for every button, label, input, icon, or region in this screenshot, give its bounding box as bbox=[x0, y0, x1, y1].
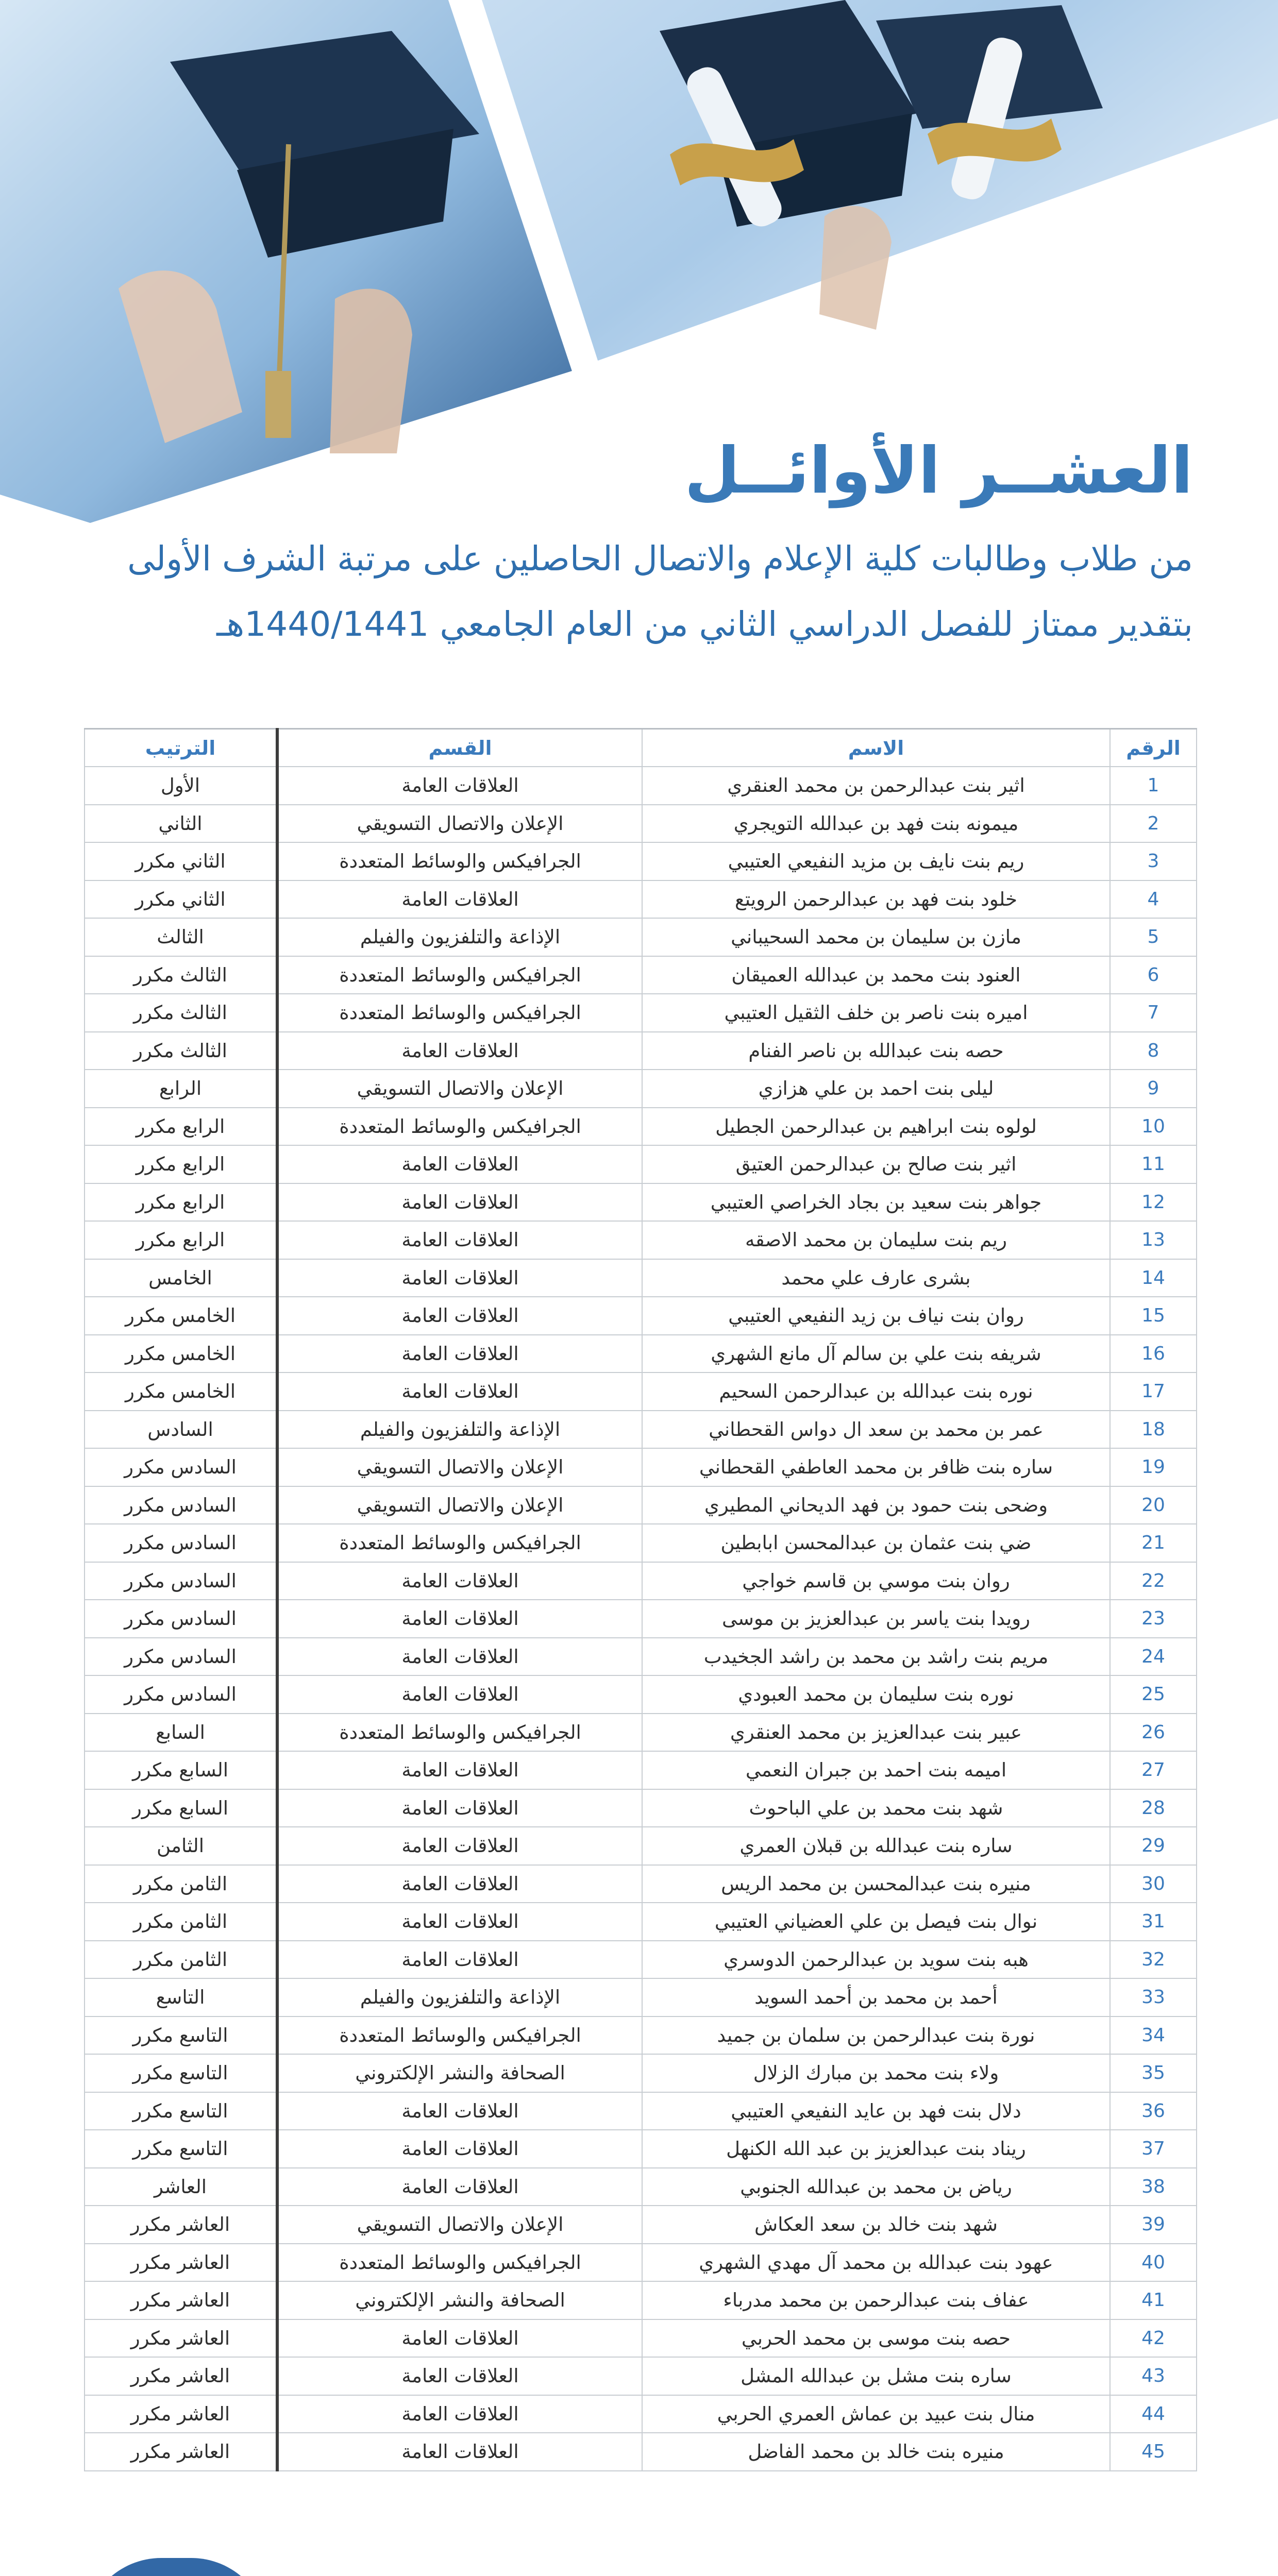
rank-cell: السادس مكرر bbox=[85, 1600, 277, 1638]
rank-cell: العاشر مكرر bbox=[85, 2206, 277, 2244]
name-cell: هبه بنت سويد بن عبدالرحمن الدوسري bbox=[642, 1941, 1110, 1979]
table-row bbox=[85, 2054, 1197, 2092]
name-cell: ريناد بنت عبدالعزيز بن عبد الله الكنهل bbox=[642, 2130, 1110, 2168]
rank-cell: العاشر مكرر bbox=[85, 2395, 277, 2433]
name-cell: روان بنت موسي بن قاسم خواجي bbox=[642, 1562, 1110, 1600]
rank-cell: العاشر مكرر bbox=[85, 2319, 277, 2358]
name-cell: ريم بنت نايف بن مزيد النفيعي العتيبي bbox=[642, 842, 1110, 880]
number-cell: 13 bbox=[1110, 1221, 1197, 1259]
rank-cell: السادس مكرر bbox=[85, 1486, 277, 1524]
table-row bbox=[85, 1978, 1197, 2016]
number-cell: 7 bbox=[1110, 994, 1197, 1032]
table-row bbox=[85, 918, 1197, 956]
table-row bbox=[85, 956, 1197, 994]
name-cell: وضحى بنت حمود بن فهد الديحاني المطيري bbox=[642, 1486, 1110, 1524]
table-row bbox=[85, 2281, 1197, 2319]
department-cell: العلاقات العامة bbox=[277, 1335, 642, 1373]
department-cell: العلاقات العامة bbox=[277, 1865, 642, 1903]
number-cell: 25 bbox=[1110, 1675, 1197, 1714]
number-cell: 3 bbox=[1110, 842, 1197, 880]
page-title: العشــر الأوائــل bbox=[684, 434, 1193, 508]
rank-cell: الخامس مكرر bbox=[85, 1372, 277, 1411]
department-cell: العلاقات العامة bbox=[277, 1941, 642, 1979]
department-cell: الجرافيكس والوسائط المتعددة bbox=[277, 1524, 642, 1562]
department-cell: الجرافيكس والوسائط المتعددة bbox=[277, 1108, 642, 1146]
name-cell: مازن بن سليمان بن محمد السحيباني bbox=[642, 918, 1110, 956]
name-cell: منيره بنت خالد بن محمد الفاضل bbox=[642, 2433, 1110, 2471]
number-cell: 32 bbox=[1110, 1941, 1197, 1979]
rank-cell: الثامن مكرر bbox=[85, 1903, 277, 1941]
table-row bbox=[85, 2092, 1197, 2130]
table-row bbox=[85, 1372, 1197, 1411]
table-row bbox=[85, 1108, 1197, 1146]
number-cell: 41 bbox=[1110, 2281, 1197, 2319]
table-row bbox=[85, 2130, 1197, 2168]
table-row bbox=[85, 2357, 1197, 2395]
rank-cell: التاسع مكرر bbox=[85, 2054, 277, 2092]
rank-cell: الثامن مكرر bbox=[85, 1865, 277, 1903]
department-cell: العلاقات العامة bbox=[277, 880, 642, 919]
name-cell: بشرى عارف علي محمد bbox=[642, 1259, 1110, 1297]
department-cell: العلاقات العامة bbox=[277, 1903, 642, 1941]
number-cell: 37 bbox=[1110, 2130, 1197, 2168]
number-cell: 11 bbox=[1110, 1145, 1197, 1183]
number-cell: 19 bbox=[1110, 1448, 1197, 1486]
table-row bbox=[85, 1789, 1197, 1827]
name-cell: منيره بنت عبدالمحسن بن محمد الريس bbox=[642, 1865, 1110, 1903]
department-cell: الإذاعة والتلفزيون والفيلم bbox=[277, 918, 642, 956]
table-row bbox=[85, 1751, 1197, 1789]
department-cell: الجرافيكس والوسائط المتعددة bbox=[277, 956, 642, 994]
table-row bbox=[85, 767, 1197, 805]
rank-cell: الثامن bbox=[85, 1827, 277, 1865]
honors-table bbox=[84, 728, 1197, 2471]
table-row bbox=[85, 1600, 1197, 1638]
department-cell: الجرافيكس والوسائط المتعددة bbox=[277, 842, 642, 880]
column-header-name: الاسم bbox=[642, 729, 1110, 767]
number-cell: 20 bbox=[1110, 1486, 1197, 1524]
department-cell: الجرافيكس والوسائط المتعددة bbox=[277, 994, 642, 1032]
rank-cell: الرابع مكرر bbox=[85, 1145, 277, 1183]
rank-cell: السادس bbox=[85, 1411, 277, 1449]
table-row bbox=[85, 880, 1197, 919]
name-cell: عبير بنت عبدالعزيز بن محمد العنقري bbox=[642, 1714, 1110, 1752]
table-row bbox=[85, 1638, 1197, 1676]
number-cell: 40 bbox=[1110, 2244, 1197, 2282]
department-cell: العلاقات العامة bbox=[277, 1372, 642, 1411]
rank-cell: السادس مكرر bbox=[85, 1562, 277, 1600]
rank-cell: التاسع bbox=[85, 1978, 277, 2016]
table-row bbox=[85, 1335, 1197, 1373]
name-cell: رويدا بنت ياسر بن عبدالعزيز بن موسى bbox=[642, 1600, 1110, 1638]
number-cell: 6 bbox=[1110, 956, 1197, 994]
rank-cell: الرابع مكرر bbox=[85, 1183, 277, 1222]
table-row bbox=[85, 842, 1197, 880]
rank-cell: الرابع مكرر bbox=[85, 1108, 277, 1146]
department-cell: الجرافيكس والوسائط المتعددة bbox=[277, 2244, 642, 2282]
name-cell: لولوه بنت ابراهيم بن عبدالرحمن الجطيل bbox=[642, 1108, 1110, 1146]
name-cell: اثير بنت عبدالرحمن بن محمد العنقري bbox=[642, 767, 1110, 805]
name-cell: أحمد بن محمد بن أحمد السويد bbox=[642, 1978, 1110, 2016]
number-cell: 21 bbox=[1110, 1524, 1197, 1562]
rank-cell: السادس مكرر bbox=[85, 1638, 277, 1676]
number-cell: 26 bbox=[1110, 1714, 1197, 1752]
number-cell: 36 bbox=[1110, 2092, 1197, 2130]
honors-table-container bbox=[84, 728, 1196, 2471]
number-cell: 18 bbox=[1110, 1411, 1197, 1449]
department-cell: العلاقات العامة bbox=[277, 767, 642, 805]
rank-cell: السابع مكرر bbox=[85, 1751, 277, 1789]
department-cell: العلاقات العامة bbox=[277, 2130, 642, 2168]
column-header-number: الرقم bbox=[1110, 729, 1197, 767]
number-cell: 2 bbox=[1110, 805, 1197, 843]
number-cell: 33 bbox=[1110, 1978, 1197, 2016]
name-cell: شريفه بنت علي بن سالم آل مانع الشهري bbox=[642, 1335, 1110, 1373]
table-row bbox=[85, 1675, 1197, 1714]
number-cell: 31 bbox=[1110, 1903, 1197, 1941]
table-row bbox=[85, 1941, 1197, 1979]
table-row bbox=[85, 1486, 1197, 1524]
rank-cell: السابع مكرر bbox=[85, 1789, 277, 1827]
department-cell: الإعلان والاتصال التسويقي bbox=[277, 1448, 642, 1486]
table-row bbox=[85, 2395, 1197, 2433]
name-cell: نوال بنت فيصل بن علي العضياني العتيبي bbox=[642, 1903, 1110, 1941]
number-cell: 44 bbox=[1110, 2395, 1197, 2433]
department-cell: الصحافة والنشر الإلكتروني bbox=[277, 2054, 642, 2092]
number-cell: 12 bbox=[1110, 1183, 1197, 1222]
rank-cell: الثالث bbox=[85, 918, 277, 956]
number-cell: 14 bbox=[1110, 1259, 1197, 1297]
rank-cell: الثاني مكرر bbox=[85, 842, 277, 880]
name-cell: ساره بنت ظافر بن محمد العاطفي القحطاني bbox=[642, 1448, 1110, 1486]
department-cell: الإعلان والاتصال التسويقي bbox=[277, 2206, 642, 2244]
number-cell: 10 bbox=[1110, 1108, 1197, 1146]
rank-cell: العاشر مكرر bbox=[85, 2433, 277, 2471]
number-cell: 1 bbox=[1110, 767, 1197, 805]
name-cell: شهد بنت خالد بن سعد العكاش bbox=[642, 2206, 1110, 2244]
subtitle-line-2: بتقدير ممتاز للفصل الدراسي الثاني من العام الجامعي 1440/1441هـ bbox=[216, 604, 1193, 644]
name-cell: ساره بنت مشل بن عبدالله المشل bbox=[642, 2357, 1110, 2395]
name-cell: حصه بنت موسى بن محمد الحربي bbox=[642, 2319, 1110, 2358]
table-row bbox=[85, 1221, 1197, 1259]
logo-tab bbox=[84, 2558, 268, 2576]
table-row bbox=[85, 2244, 1197, 2282]
department-cell: العلاقات العامة bbox=[277, 1145, 642, 1183]
rank-cell: التاسع مكرر bbox=[85, 2016, 277, 2055]
number-cell: 42 bbox=[1110, 2319, 1197, 2358]
rank-cell: السادس مكرر bbox=[85, 1448, 277, 1486]
department-cell: العلاقات العامة bbox=[277, 1221, 642, 1259]
table-row bbox=[85, 1259, 1197, 1297]
department-cell: العلاقات العامة bbox=[277, 2357, 642, 2395]
table-row bbox=[85, 1865, 1197, 1903]
department-cell: العلاقات العامة bbox=[277, 2092, 642, 2130]
rank-cell: العاشر مكرر bbox=[85, 2281, 277, 2319]
rank-cell: الرابع مكرر bbox=[85, 1221, 277, 1259]
name-cell: ريم بنت سليمان بن محمد الاصقه bbox=[642, 1221, 1110, 1259]
name-cell: اميره بنت ناصر بن خلف الثقيل العتيبي bbox=[642, 994, 1110, 1032]
name-cell: ليلى بنت احمد بن علي هزازي bbox=[642, 1070, 1110, 1108]
name-cell: منال بنت عبيد بن عماش العمري الحربي bbox=[642, 2395, 1110, 2433]
rank-cell: الثالث مكرر bbox=[85, 1032, 277, 1070]
number-cell: 16 bbox=[1110, 1335, 1197, 1373]
rank-cell: العاشر مكرر bbox=[85, 2244, 277, 2282]
number-cell: 5 bbox=[1110, 918, 1197, 956]
column-header-department: القسم bbox=[277, 729, 642, 767]
number-cell: 39 bbox=[1110, 2206, 1197, 2244]
column-header-rank: الترتيب bbox=[85, 729, 277, 767]
name-cell: ولاء بنت محمد بن مبارك الزلال bbox=[642, 2054, 1110, 2092]
department-cell: الإذاعة والتلفزيون والفيلم bbox=[277, 1978, 642, 2016]
number-cell: 43 bbox=[1110, 2357, 1197, 2395]
name-cell: خلود بنت فهد بن عبدالرحمن الرويتع bbox=[642, 880, 1110, 919]
rank-cell: الأول bbox=[85, 767, 277, 805]
table-body bbox=[85, 767, 1197, 2471]
table-row bbox=[85, 1448, 1197, 1486]
table-row bbox=[85, 1411, 1197, 1449]
rank-cell: العاشر bbox=[85, 2168, 277, 2206]
table-row bbox=[85, 1903, 1197, 1941]
name-cell: عفاف بنت عبدالرحمن بن محمد مدرباء bbox=[642, 2281, 1110, 2319]
number-cell: 22 bbox=[1110, 1562, 1197, 1600]
table-row bbox=[85, 1183, 1197, 1222]
department-cell: الإعلان والاتصال التسويقي bbox=[277, 805, 642, 843]
number-cell: 8 bbox=[1110, 1032, 1197, 1070]
name-cell: ضي بنت عثمان بن عبدالمحسن ابابطين bbox=[642, 1524, 1110, 1562]
department-cell: العلاقات العامة bbox=[277, 1675, 642, 1714]
table-row bbox=[85, 994, 1197, 1032]
name-cell: رياض بن محمد بن عبدالله الجنوبي bbox=[642, 2168, 1110, 2206]
name-cell: دلال بنت فهد بن عايد النفيعي العتيبي bbox=[642, 2092, 1110, 2130]
table-header-row bbox=[85, 729, 1197, 767]
table-row bbox=[85, 1297, 1197, 1335]
rank-cell: التاسع مكرر bbox=[85, 2092, 277, 2130]
department-cell: الإذاعة والتلفزيون والفيلم bbox=[277, 1411, 642, 1449]
department-cell: العلاقات العامة bbox=[277, 1259, 642, 1297]
department-cell: العلاقات العامة bbox=[277, 2395, 642, 2433]
number-cell: 45 bbox=[1110, 2433, 1197, 2471]
subtitle-line-1: من طلاب وطالبات كلية الإعلام والاتصال الحاصلين على مرتبة الشرف الأولى bbox=[127, 539, 1193, 579]
number-cell: 34 bbox=[1110, 2016, 1197, 2055]
rank-cell: الثالث مكرر bbox=[85, 994, 277, 1032]
table-row bbox=[85, 1070, 1197, 1108]
department-cell: الإعلان والاتصال التسويقي bbox=[277, 1070, 642, 1108]
name-cell: اثير بنت صالح بن عبدالرحمن العتيق bbox=[642, 1145, 1110, 1183]
number-cell: 24 bbox=[1110, 1638, 1197, 1676]
table-row bbox=[85, 1562, 1197, 1600]
rank-cell: السادس مكرر bbox=[85, 1675, 277, 1714]
number-cell: 35 bbox=[1110, 2054, 1197, 2092]
table-row bbox=[85, 2206, 1197, 2244]
number-cell: 17 bbox=[1110, 1372, 1197, 1411]
number-cell: 28 bbox=[1110, 1789, 1197, 1827]
table-row bbox=[85, 1145, 1197, 1183]
table-row bbox=[85, 2016, 1197, 2055]
table-row bbox=[85, 1714, 1197, 1752]
rank-cell: الثالث مكرر bbox=[85, 956, 277, 994]
rank-cell: السابع bbox=[85, 1714, 277, 1752]
rank-cell: الرابع bbox=[85, 1070, 277, 1108]
number-cell: 29 bbox=[1110, 1827, 1197, 1865]
name-cell: نوره بنت عبدالله بن عبدالرحمن السحيم bbox=[642, 1372, 1110, 1411]
name-cell: روان بنت نياف بن زيد النفيعي العتيبي bbox=[642, 1297, 1110, 1335]
name-cell: حصه بنت عبدالله بن ناصر الفنام bbox=[642, 1032, 1110, 1070]
number-cell: 15 bbox=[1110, 1297, 1197, 1335]
number-cell: 38 bbox=[1110, 2168, 1197, 2206]
department-cell: الجرافيكس والوسائط المتعددة bbox=[277, 1714, 642, 1752]
department-cell: الصحافة والنشر الإلكتروني bbox=[277, 2281, 642, 2319]
name-cell: ميمونه بنت فهد بن عبدالله التويجري bbox=[642, 805, 1110, 843]
name-cell: عهود بنت عبدالله بن محمد آل مهدي الشهري bbox=[642, 2244, 1110, 2282]
rank-cell: السادس مكرر bbox=[85, 1524, 277, 1562]
table-row bbox=[85, 2433, 1197, 2471]
rank-cell: الخامس bbox=[85, 1259, 277, 1297]
department-cell: العلاقات العامة bbox=[277, 1827, 642, 1865]
number-cell: 23 bbox=[1110, 1600, 1197, 1638]
department-cell: العلاقات العامة bbox=[277, 1562, 642, 1600]
rank-cell: الثاني bbox=[85, 805, 277, 843]
department-cell: الجرافيكس والوسائط المتعددة bbox=[277, 2016, 642, 2055]
name-cell: شهد بنت محمد بن علي الباحوث bbox=[642, 1789, 1110, 1827]
department-cell: العلاقات العامة bbox=[277, 2168, 642, 2206]
rank-cell: العاشر مكرر bbox=[85, 2357, 277, 2395]
name-cell: مريم بنت راشد بن محمد بن راشد الجخيدب bbox=[642, 1638, 1110, 1676]
name-cell: اميمه بنت احمد بن جبران النعمي bbox=[642, 1751, 1110, 1789]
rank-cell: التاسع مكرر bbox=[85, 2130, 277, 2168]
name-cell: عمر بن محمد بن سعد ال دواس القحطاني bbox=[642, 1411, 1110, 1449]
department-cell: العلاقات العامة bbox=[277, 1183, 642, 1222]
table-row bbox=[85, 2168, 1197, 2206]
department-cell: العلاقات العامة bbox=[277, 2433, 642, 2471]
rank-cell: الخامس مكرر bbox=[85, 1297, 277, 1335]
department-cell: الإعلان والاتصال التسويقي bbox=[277, 1486, 642, 1524]
name-cell: نورة بنت عبدالرحمن بن سلمان بن جميد bbox=[642, 2016, 1110, 2055]
department-cell: العلاقات العامة bbox=[277, 1751, 642, 1789]
name-cell: جواهر بنت سعيد بن بجاد الخراصي العتيبي bbox=[642, 1183, 1110, 1222]
name-cell: نوره بنت سليمان بن محمد العبودي bbox=[642, 1675, 1110, 1714]
rank-cell: الخامس مكرر bbox=[85, 1335, 277, 1373]
number-cell: 4 bbox=[1110, 880, 1197, 919]
department-cell: العلاقات العامة bbox=[277, 1638, 642, 1676]
rank-cell: الثاني مكرر bbox=[85, 880, 277, 919]
rank-cell: الثامن مكرر bbox=[85, 1941, 277, 1979]
name-cell: العنود بنت محمد بن عبدالله العميقان bbox=[642, 956, 1110, 994]
department-cell: العلاقات العامة bbox=[277, 1600, 642, 1638]
table-row bbox=[85, 805, 1197, 843]
table-row bbox=[85, 1524, 1197, 1562]
number-cell: 9 bbox=[1110, 1070, 1197, 1108]
table-row bbox=[85, 1827, 1197, 1865]
department-cell: العلاقات العامة bbox=[277, 2319, 642, 2358]
department-cell: العلاقات العامة bbox=[277, 1297, 642, 1335]
table-row bbox=[85, 2319, 1197, 2358]
number-cell: 27 bbox=[1110, 1751, 1197, 1789]
department-cell: العلاقات العامة bbox=[277, 1789, 642, 1827]
name-cell: ساره بنت عبدالله بن قبلان العمري bbox=[642, 1827, 1110, 1865]
table-row bbox=[85, 1032, 1197, 1070]
department-cell: العلاقات العامة bbox=[277, 1032, 642, 1070]
number-cell: 30 bbox=[1110, 1865, 1197, 1903]
